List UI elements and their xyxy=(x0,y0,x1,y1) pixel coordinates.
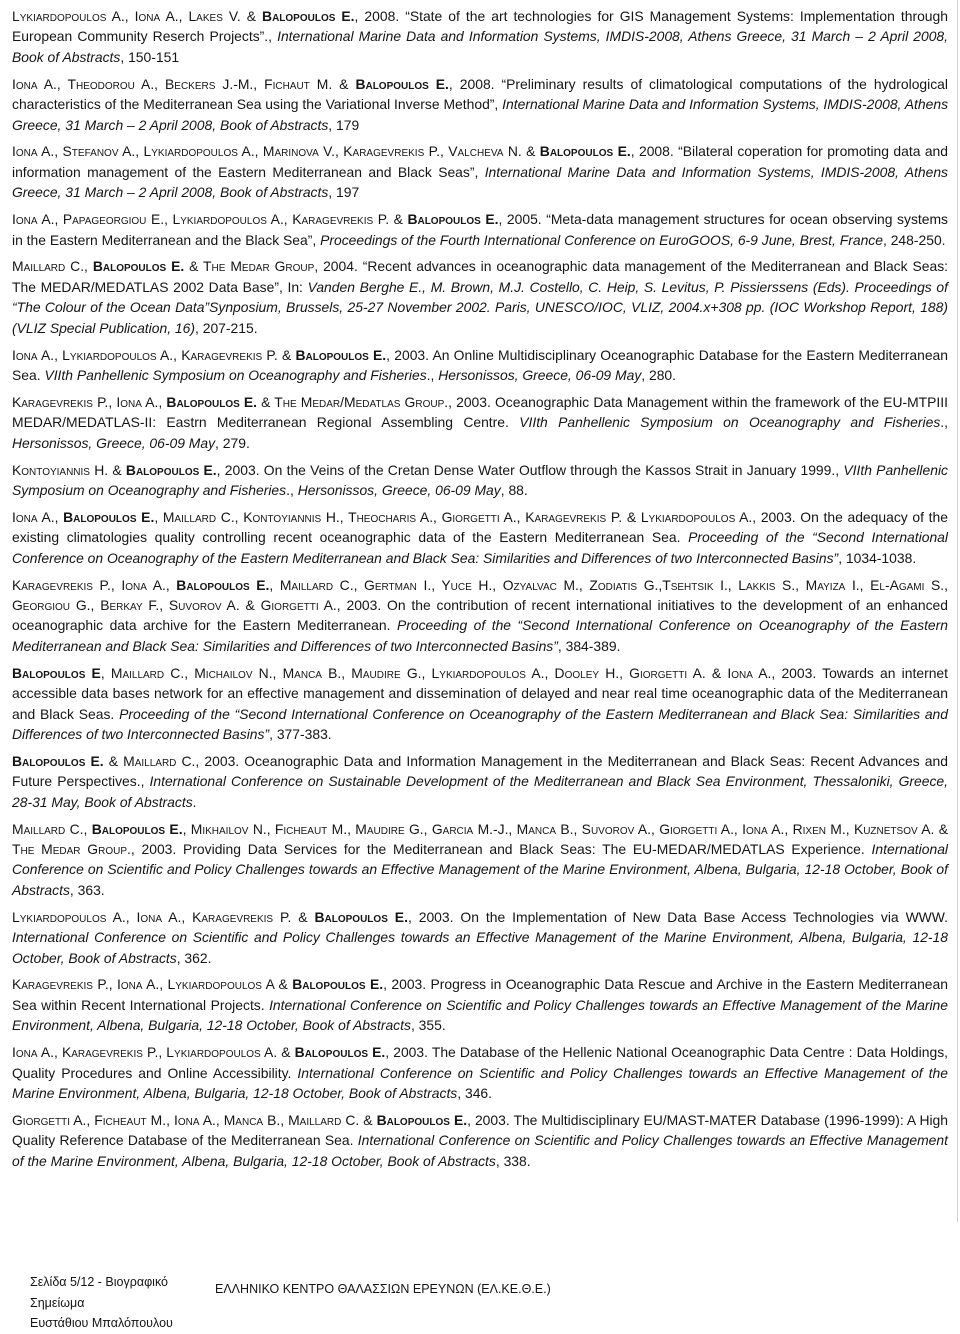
reference-authors: & The Medar Group xyxy=(184,258,315,275)
reference-author-highlight: Balopoulos E. xyxy=(294,1044,386,1061)
reference-title: , 2003. An Online Multidisciplinary Oceanographic Database for the Eastern Mediterranean Sea. xyxy=(12,346,948,383)
reference-title: , 2003. The Database of the Hellenic National Oceanographic Data Centre : Data Holdings, Quality Procedures and Online Accessibility. xyxy=(12,1044,948,1081)
footer-institute: ΕΛΛΗΝΙΚΟ ΚΕΝΤΡΟ ΘΑΛΑΣΣΙΩΝ ΕΡΕΥΝΩΝ (ΕΛ.ΚΕ.Θ.Ε.) xyxy=(215,1282,551,1296)
reference-entry xyxy=(12,141,948,202)
reference-venue: Proceeding of the “Second International Conference on Oceanography of the Eastern Mediterranean and Black Sea: Similarities and Differences of two Interconnected Basins” xyxy=(12,617,949,654)
reference-title: , 280. xyxy=(641,367,677,383)
reference-entry xyxy=(12,507,948,568)
reference-title: , 2003. On the Implementation of New Data Base Access Technologies via WWW. xyxy=(407,908,948,925)
reference-authors: Iona A., Lykiardopoulos A., Karagevrekis P. & xyxy=(12,346,296,363)
reference-authors: Iona A., Theodorou A., Beckers J.-M., Fichaut M. & xyxy=(12,75,356,92)
reference-entry xyxy=(12,345,948,386)
reference-entry xyxy=(12,256,948,338)
reference-venue: Hersonissos, Greece, 06-09 May xyxy=(438,367,642,383)
reference-authors: & The Medar/Medatlas Group. xyxy=(257,393,449,410)
reference-authors: Lykiardopoulos A., Iona A., Lakes V. & xyxy=(12,8,263,24)
reference-venue: Hersonissos, Greece, 06-09 May xyxy=(12,434,216,451)
reference-authors: Karagevrekis P., Iona A., xyxy=(12,393,167,410)
reference-entry xyxy=(12,974,948,1035)
reference-title: ., xyxy=(286,482,298,499)
reference-title: , 2003. Progress in Oceanographic Data Rescue and Archive in the Eastern Mediterranean Sea within Recent International Projects. xyxy=(12,976,948,1013)
reference-entry xyxy=(12,751,948,812)
reference-entry xyxy=(12,819,948,901)
reference-author-highlight: Balopoulos E xyxy=(12,664,101,681)
footer-page-line: Σελίδα 5/12 - Βιογραφικό xyxy=(30,1275,169,1289)
reference-authors: , Maillard C., Kontoyiannis H., Theocharis A., Giorgetti A., Karagevrekis P. & Lykiardopoulos A. xyxy=(154,508,753,525)
reference-author-highlight: Balopoulos E. xyxy=(376,1111,468,1128)
reference-venue: International Conference on Scientific and Policy Challenges towards an Effective Management of the Marine Environment, Albena, Bulgaria, 12-18 October, Book of Abstracts xyxy=(12,1064,948,1101)
reference-authors: Karagevrekis P., Iona A., xyxy=(12,576,177,593)
reference-venue: International Conference on Scientific and Policy Challenges towards an Effective Management of the Marine Environment, Albena, Bulgaria, 12-18 October, Book of Abstracts xyxy=(12,841,948,898)
reference-authors: & Maillard C. xyxy=(103,752,196,769)
reference-venue: International Marine Data and Information Systems, IMDIS-2008, Athens Greece, 31 March – 2 April 2008, Book of Abstracts xyxy=(12,28,949,65)
reference-title: , 2003. Providing Data Services for the Mediterranean and Black Seas: The EU-MEDAR/MEDATLAS Experience. xyxy=(130,841,872,858)
reference-title: , 2008. “Preliminary results of climatological computations of the hydrological characteristics of the Mediterranean Sea using the Variational Inverse Method”, xyxy=(12,75,948,113)
reference-authors: Iona A., Karagevrekis P., Lykiardopoulos A. & xyxy=(12,1044,295,1061)
reference-venue: Proceeding of the “Second International Conference on Oceanography of the Eastern Mediterranean and Black Sea: Similarities and Differences of two Interconnected Basins” xyxy=(12,705,949,742)
reference-venue: International Conference on Scientific and Policy Challenges towards an Effective Management of the Marine Environment, Albena, Bulgaria, 12-18 October, Book of Abstracts xyxy=(12,1132,948,1169)
reference-author-highlight: Balopoulos E. xyxy=(12,752,104,769)
footer-page-line: Ευστάθιου Μπαλόπουλου xyxy=(30,1316,173,1330)
reference-title: , 2005. “Meta-data management structures for ocean observing systems in the Eastern Mediterranean and the Black Sea”, xyxy=(12,211,948,248)
footer-page-info xyxy=(30,1272,210,1334)
reference-title: , 2008. “Bilateral coperation for promoting data and information management of the Eastern Mediterranean and Black Seas”, xyxy=(12,143,948,180)
reference-venue: Vanden Berghe E., M. Brown, M.J. Costello, C. Heip, S. Levitus, P. Pissierssens (Eds). Proceedings of “The Colour of the Ocean Data”Synposium, Brussels, 25-27 November 2002. Paris, UNESCO/IOC, VLIZ, 2004.x+308 pp. (IOC Workshop Report, 188) (VLIZ Special Publication, 16) xyxy=(12,278,948,336)
reference-title: , 248-250. xyxy=(882,231,946,248)
reference-entry xyxy=(12,392,948,453)
reference-authors: Lykiardopoulos A., Iona A., Karagevrekis P. & xyxy=(12,908,315,925)
reference-author-highlight: Balopoulos E. xyxy=(63,508,155,525)
reference-authors: Iona A., Stefanov A., Lykiardopoulos A., Marinova V., Karagevrekis P., Valcheva N. & xyxy=(12,143,540,160)
reference-venue: VIIth Panhellenic Symposium on Oceanography and Fisheries xyxy=(519,414,941,431)
reference-entry xyxy=(12,575,948,657)
reference-author-highlight: Balopoulos E. xyxy=(407,211,499,228)
reference-author-highlight: Balopoulos E. xyxy=(92,258,185,275)
reference-entry xyxy=(12,907,948,968)
reference-venue: International Conference on Scientific and Policy Challenges towards an Effective Management of the Marine Environment, Albena, Bulgaria, 12-18 October, Book of Abstracts xyxy=(12,929,948,966)
reference-authors: Giorgetti A., Ficheaut M., Iona A., Manca B., Maillard C. & xyxy=(12,1111,377,1128)
reference-author-highlight: Balopoulos E. xyxy=(91,820,183,837)
reference-title: , 1034-1038. xyxy=(838,549,917,566)
reference-venue: International Marine Data and Information Systems, IMDIS-2008, Athens Greece, 31 March – 2 April 2008, Book of Abstracts xyxy=(12,163,948,201)
reference-entry xyxy=(12,1110,948,1171)
reference-title: . xyxy=(192,793,197,810)
reference-venue: Proceedings of the Fourth International Conference on EuroGOOS, 6-9 June, Brest, France xyxy=(320,231,883,248)
reference-title: , 2003. On the adequacy of the existing climatologies quality controlling recent oceanographic data of the Eastern Mediterranean Sea. xyxy=(12,508,948,546)
reference-authors: Maillard C., xyxy=(12,258,93,275)
page-edge-line xyxy=(957,0,958,1222)
reference-title: , 2004. “Recent advances in oceanographic data management of the Mediterranean and Black Seas: The MEDAR/MEDATLAS 2002 Data Base”, In: xyxy=(12,258,948,295)
reference-authors: Iona A., Papageorgiou E., Lykiardopoulos A., Karagevrekis P. & xyxy=(12,211,408,228)
reference-entry xyxy=(12,74,948,135)
reference-authors: Kontoyiannis H. & xyxy=(12,461,126,478)
reference-authors: Maillard C., xyxy=(12,820,92,837)
reference-title: , 362. xyxy=(176,949,212,966)
reference-title: , 377-383. xyxy=(269,726,332,742)
reference-title: , 179 xyxy=(328,116,360,133)
reference-entry xyxy=(12,209,948,250)
reference-venue: Proceeding of the “Second International Conference on Oceanography of the Eastern Mediterranean and Black Sea: Similarities and Differences of two Interconnected Basins” xyxy=(12,529,948,566)
reference-title: , 2003. Oceanographic Data and Information Management in the Mediterranean and Black Seas: Recent Advances and Future Perspectives., xyxy=(12,752,948,790)
reference-author-highlight: Balopoulos E. xyxy=(292,976,384,993)
reference-title: , 197 xyxy=(328,184,360,201)
footer-page-line: Σημείωμα xyxy=(30,1295,85,1310)
reference-venue: Hersonissos, Greece, 06-09 May xyxy=(297,482,501,499)
reference-entry xyxy=(12,6,948,67)
reference-entry xyxy=(12,460,948,501)
reference-authors: Iona A., xyxy=(12,508,64,525)
reference-title: , 88. xyxy=(500,482,528,499)
reference-authors: , Maillard C., Michailov N., Manca B., Maudire G., Lykiardopoulos A., Dooley H., Giorgetti A. & Iona A. xyxy=(100,664,772,681)
reference-title: , 2003. On the contribution of recent international initiatives to the development of an enhanced oceanographic data archive for the Eastern Mediterranean. xyxy=(12,597,948,634)
reference-author-highlight: Balopoulos E. xyxy=(176,576,270,593)
reference-title: , 363. xyxy=(69,881,105,898)
reference-list xyxy=(12,6,948,1178)
reference-title: ., xyxy=(426,367,439,383)
reference-author-highlight: Balopoulos E. xyxy=(166,393,258,410)
reference-title: , 150-151 xyxy=(120,48,180,65)
reference-authors: Karagevrekis P., Iona A., Lykiardopoulos A & xyxy=(12,976,293,993)
reference-title: , 338. xyxy=(495,1152,531,1169)
reference-author-highlight: Balopoulos E. xyxy=(262,8,355,24)
reference-title: , 2003. The Multidisciplinary EU/MAST-MATER Database (1996-1999): A High Quality Reference Database of the Mediterranean Sea. xyxy=(12,1111,949,1149)
reference-venue: International Conference on Sustainable Development of the Mediterranean and Black Sea Environment, Thessaloniki, Greece, 28-31 May, Book of Abstracts xyxy=(12,773,948,810)
reference-author-highlight: Balopoulos E. xyxy=(539,143,631,160)
reference-title: , 2003. On the Veins of the Cretan Dense Water Outflow through the Kassos Strait in January 1999., xyxy=(216,461,844,478)
reference-title: , 384-389. xyxy=(557,637,621,654)
reference-venue: International Conference on Scientific and Policy Challenges towards an Effective Management of the Marine Environment, Albena, Bulgaria, 12-18 October, Book of Abstracts xyxy=(12,996,948,1034)
reference-author-highlight: Balopoulos E. xyxy=(125,461,217,478)
reference-title: , 2003. Towards an internet accessible data bases network for an effective management and dissemination of delayed and near real time oceanographic data of the Mediterranean and Black Seas. xyxy=(12,664,949,722)
reference-entry xyxy=(12,663,948,745)
reference-title: , 355. xyxy=(410,1017,446,1034)
reference-venue: VIIth Panhellenic Symposium on Oceanography and Fisheries xyxy=(44,367,427,383)
reference-title: , 207-215. xyxy=(195,319,258,336)
reference-authors: , Maillard C., Gertman I., Yuce H., Ozyalvac M., Zodiatis G.,Tsehtsik I., Lakkis S., Mayiza I., El-Agami S., Georgiou G., Berkay F., Suvorov A. & Giorgetti A. xyxy=(12,576,948,614)
reference-venue: VIIth Panhellenic Symposium on Oceanography and Fisheries xyxy=(12,461,949,499)
reference-entry xyxy=(12,1042,948,1103)
reference-title: , 2003. Oceanographic Data Management within the framework of the EU-MTPIII MEDAR/MEDATLAS-II: Eastrn Mediterranean Regional Assembling Centre. xyxy=(12,393,948,431)
reference-venue: International Marine Data and Information Systems, IMDIS-2008, Athens Greece, 31 March – 2 April 2008, Book of Abstracts xyxy=(12,96,949,133)
reference-author-highlight: Balopoulos E. xyxy=(355,75,449,92)
reference-author-highlight: Balopoulos E. xyxy=(314,908,408,925)
reference-author-highlight: Balopoulos E. xyxy=(295,346,387,363)
reference-title: ., xyxy=(940,414,948,431)
reference-authors: , Mikhailov N., Ficheaut M., Maudire G., Garcia M.-J., Manca B., Suvorov A., Giorgetti A., Iona A., Rixen M., Kuznetsov A. & The Medar Group. xyxy=(12,820,948,858)
reference-title: , 2008. “State of the art technologies for GIS Management Systems: Implementation through European Community Reserch Projects”., xyxy=(12,8,948,45)
reference-title: , 279. xyxy=(215,434,250,451)
reference-title: , 346. xyxy=(457,1085,493,1101)
